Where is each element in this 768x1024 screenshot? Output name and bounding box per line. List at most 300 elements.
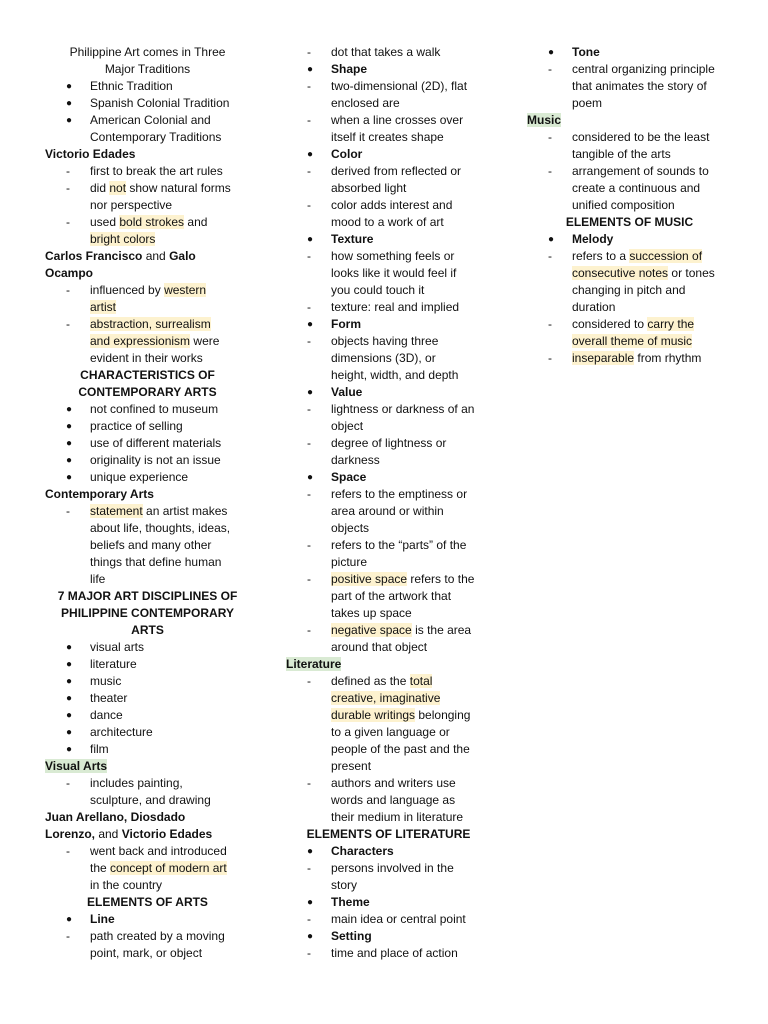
bullet-icon: ●	[66, 676, 73, 687]
text-span: beliefs and many other	[90, 538, 212, 552]
bullet-icon: ●	[307, 846, 314, 857]
continuation-line	[527, 180, 732, 197]
text-span: film	[90, 742, 109, 756]
text-span: refers to the emptiness or	[331, 487, 468, 501]
text-span: their medium in literature	[331, 810, 464, 824]
text-span: ARTS	[131, 623, 164, 637]
continuation-line	[527, 265, 732, 282]
bullet-icon: ●	[66, 710, 73, 721]
text-span: and	[95, 827, 122, 841]
dash-item	[286, 486, 491, 503]
dash-icon: -	[66, 317, 70, 331]
text-span: Theme	[331, 895, 370, 909]
column-2	[286, 44, 491, 962]
dash-icon: -	[66, 776, 70, 790]
text-span: sculpture, and drawing	[90, 793, 211, 807]
highlighted-text: Literature	[286, 657, 342, 671]
text-span: Major Traditions	[104, 62, 191, 76]
dash-icon: -	[66, 164, 70, 178]
dash-icon: -	[548, 62, 552, 76]
bullet-icon: ●	[66, 642, 73, 653]
bullet-icon: ●	[66, 693, 73, 704]
continuation-line	[286, 282, 491, 299]
highlighted-text: durable writings	[331, 708, 416, 722]
section-heading	[45, 588, 250, 605]
text-span: from rhythm	[634, 351, 702, 365]
text-span: arrangement of sounds to	[572, 164, 709, 178]
highlighted-text: positive space	[331, 572, 408, 586]
dash-item	[45, 316, 250, 333]
text-span: refers to the “parts” of the	[331, 538, 467, 552]
bullet-item	[45, 690, 250, 707]
dash-item	[45, 214, 250, 231]
text-span: used	[90, 215, 120, 229]
dash-icon: -	[307, 674, 311, 688]
continuation-line	[45, 350, 250, 367]
text-span: were	[190, 334, 220, 348]
text-span: Line	[90, 912, 115, 926]
text-span: persons involved in the	[331, 861, 454, 875]
section-heading	[286, 826, 491, 843]
text-span: tangible of the arts	[572, 147, 671, 161]
column-3	[527, 44, 732, 367]
continuation-line	[45, 877, 250, 894]
text-span: Contemporary Arts	[45, 487, 154, 501]
text-line	[45, 486, 250, 503]
centered-line	[45, 61, 250, 78]
dash-item	[286, 622, 491, 639]
continuation-line	[45, 792, 250, 809]
text-span: changing in pitch and	[572, 283, 686, 297]
bullet-item	[45, 452, 250, 469]
text-span: Spanish Colonial Tradition	[90, 96, 230, 110]
dash-item	[286, 537, 491, 554]
bullet-icon: ●	[66, 727, 73, 738]
text-span: Texture	[331, 232, 374, 246]
dash-icon: -	[548, 317, 552, 331]
dash-item	[527, 163, 732, 180]
text-span: Victorio Edades	[45, 147, 136, 161]
text-span: Value	[331, 385, 363, 399]
dash-icon: -	[66, 181, 70, 195]
text-span: Form	[331, 317, 361, 331]
text-span: color adds interest and	[331, 198, 453, 212]
continuation-line	[286, 367, 491, 384]
dash-item	[286, 945, 491, 962]
text-span: Juan Arellano, Diosdado	[45, 810, 186, 824]
section-heading	[45, 367, 250, 384]
text-span: Shape	[331, 62, 368, 76]
dash-icon: -	[307, 572, 311, 586]
text-span: to a given language or	[331, 725, 450, 739]
continuation-line	[45, 520, 250, 537]
highlighted-text: succession of	[629, 249, 703, 263]
text-span: literature	[90, 657, 137, 671]
continuation-line	[45, 554, 250, 571]
dash-item	[286, 163, 491, 180]
text-span: theater	[90, 691, 128, 705]
text-span: includes painting,	[90, 776, 183, 790]
continuation-line	[286, 707, 491, 724]
text-span: how something feels or	[331, 249, 455, 263]
text-span: considered to be the least	[572, 130, 710, 144]
bullet-icon: ●	[307, 149, 314, 160]
dash-icon: -	[548, 249, 552, 263]
dash-item	[286, 571, 491, 588]
text-span: unique experience	[90, 470, 189, 484]
text-span: ELEMENTS OF ARTS	[87, 895, 208, 909]
section-heading	[527, 214, 732, 231]
dash-icon: -	[66, 215, 70, 229]
continuation-line	[286, 554, 491, 571]
dash-icon: -	[307, 113, 311, 127]
highlighted-text: abstraction, surrealism	[90, 317, 211, 331]
bullet-icon: ●	[66, 115, 73, 126]
text-span: Ocampo	[45, 266, 94, 280]
text-span: music	[90, 674, 122, 688]
text-span: height, width, and depth	[331, 368, 459, 382]
bullet-icon: ●	[307, 472, 314, 483]
highlighted-text: Music	[527, 113, 562, 127]
text-span: originality is not an issue	[90, 453, 221, 467]
continuation-line	[45, 197, 250, 214]
highlighted-text: artist	[90, 300, 117, 314]
text-span: refers to a	[572, 249, 630, 263]
continuation-line	[286, 95, 491, 112]
text-span: create a continuous and	[572, 181, 701, 195]
dash-icon: -	[307, 776, 311, 790]
bullet-icon: ●	[66, 438, 73, 449]
text-span: object	[331, 419, 364, 433]
text-span: CHARACTERISTICS OF	[80, 368, 215, 382]
dash-item	[527, 248, 732, 265]
highlighted-text: and expressionism	[90, 334, 191, 348]
continuation-line	[286, 809, 491, 826]
continuation-line	[527, 197, 732, 214]
text-span: Contemporary Traditions	[90, 130, 222, 144]
text-span: did	[90, 181, 110, 195]
text-span: belonging	[415, 708, 471, 722]
bullet-icon: ●	[307, 897, 314, 908]
text-line	[286, 656, 491, 673]
dash-item	[286, 112, 491, 129]
bullet-item	[286, 843, 491, 860]
dash-item	[527, 316, 732, 333]
dash-item	[286, 299, 491, 316]
dash-icon: -	[307, 402, 311, 416]
text-span: picture	[331, 555, 368, 569]
text-span: life	[90, 572, 106, 586]
text-span: itself it creates shape	[331, 130, 444, 144]
dash-icon: -	[307, 164, 311, 178]
dash-icon: -	[307, 300, 311, 314]
text-span: path created by a moving	[90, 929, 225, 943]
text-span: mood to a work of art	[331, 215, 444, 229]
text-line	[45, 758, 250, 775]
text-line	[45, 809, 250, 826]
text-span: PHILIPPINE CONTEMPORARY	[61, 606, 234, 620]
text-span: objects	[331, 521, 370, 535]
bullet-icon: ●	[66, 472, 73, 483]
dash-item	[45, 282, 250, 299]
dash-item	[286, 401, 491, 418]
bullet-item	[45, 78, 250, 95]
dash-icon: -	[307, 538, 311, 552]
continuation-line	[286, 214, 491, 231]
continuation-line	[286, 758, 491, 775]
dash-item	[45, 928, 250, 945]
text-span: Galo	[169, 249, 196, 263]
dash-icon: -	[66, 504, 70, 518]
text-span: part of the artwork that	[331, 589, 452, 603]
bullet-item	[286, 231, 491, 248]
bullet-icon: ●	[66, 98, 73, 109]
text-line	[527, 112, 732, 129]
dash-item	[45, 180, 250, 197]
highlighted-text: western	[164, 283, 207, 297]
text-span: area around or within	[331, 504, 444, 518]
bullet-icon: ●	[307, 931, 314, 942]
dash-icon: -	[66, 929, 70, 943]
dash-icon: -	[307, 436, 311, 450]
text-span: architecture	[90, 725, 153, 739]
text-line	[45, 265, 250, 282]
continuation-line	[286, 452, 491, 469]
text-span: point, mark, or object	[90, 946, 203, 960]
dash-icon: -	[66, 844, 70, 858]
dash-item	[286, 248, 491, 265]
text-span: that animates the story of	[572, 79, 707, 93]
bullet-item	[286, 894, 491, 911]
continuation-line	[286, 639, 491, 656]
text-span: words and language as	[331, 793, 456, 807]
dash-item	[527, 129, 732, 146]
dash-icon: -	[548, 351, 552, 365]
highlighted-text: consecutive notes	[572, 266, 669, 280]
dash-item	[286, 78, 491, 95]
text-span: Lorenzo,	[45, 827, 95, 841]
bullet-icon: ●	[548, 47, 555, 58]
text-span: people of the past and the	[331, 742, 470, 756]
dash-icon: -	[307, 334, 311, 348]
text-span: or tones	[668, 266, 715, 280]
highlighted-text: overall theme of music	[572, 334, 693, 348]
bullet-item	[45, 639, 250, 656]
text-span: Carlos Francisco	[45, 249, 143, 263]
highlighted-text: carry the	[647, 317, 695, 331]
text-span: central organizing principle	[572, 62, 715, 76]
highlighted-text: Visual Arts	[45, 759, 108, 773]
text-span: story	[331, 878, 358, 892]
highlighted-text: negative space	[331, 623, 412, 637]
text-span: about life, thoughts, ideas,	[90, 521, 231, 535]
text-line	[45, 826, 250, 843]
bullet-icon: ●	[66, 744, 73, 755]
highlighted-text: statement	[90, 504, 143, 518]
text-span: present	[331, 759, 372, 773]
dash-item	[45, 775, 250, 792]
bullet-item	[527, 44, 732, 61]
highlighted-text: total	[409, 674, 433, 688]
text-span: Tone	[572, 45, 600, 59]
text-span: influenced by	[90, 283, 165, 297]
dash-item	[286, 775, 491, 792]
text-span: use of different materials	[90, 436, 222, 450]
text-span: Space	[331, 470, 367, 484]
text-span: degree of lightness or	[331, 436, 447, 450]
highlighted-text: bright colors	[90, 232, 156, 246]
bullet-item	[45, 656, 250, 673]
bullet-icon: ●	[66, 659, 73, 670]
continuation-line	[286, 724, 491, 741]
bullet-icon: ●	[66, 455, 73, 466]
dash-item	[286, 44, 491, 61]
bullet-item	[45, 401, 250, 418]
text-span: you could touch it	[331, 283, 425, 297]
text-span: Victorio Edades	[121, 827, 213, 841]
continuation-line	[45, 945, 250, 962]
text-span: darkness	[331, 453, 380, 467]
dash-item	[527, 350, 732, 367]
continuation-line	[527, 78, 732, 95]
dash-item	[286, 197, 491, 214]
bullet-item	[286, 384, 491, 401]
bullet-icon: ●	[307, 64, 314, 75]
bullet-item	[286, 928, 491, 945]
continuation-line	[286, 520, 491, 537]
bullet-icon: ●	[307, 387, 314, 398]
centered-line	[45, 44, 250, 61]
text-span: defined as the	[331, 674, 410, 688]
continuation-line	[286, 690, 491, 707]
dash-icon: -	[307, 79, 311, 93]
bullet-item	[45, 724, 250, 741]
text-span: Philippine Art comes in Three	[69, 45, 226, 59]
text-span: two-dimensional (2D), flat	[331, 79, 468, 93]
bullet-icon: ●	[66, 421, 73, 432]
continuation-line	[527, 299, 732, 316]
text-span: derived from reflected or	[331, 164, 462, 178]
text-span: visual arts	[90, 640, 145, 654]
text-span: Color	[331, 147, 363, 161]
text-span: poem	[572, 96, 603, 110]
bullet-item	[45, 418, 250, 435]
text-span: not confined to museum	[90, 402, 219, 416]
text-line	[45, 146, 250, 163]
continuation-line	[527, 95, 732, 112]
text-span: dot that takes a walk	[331, 45, 441, 59]
bullet-item	[527, 231, 732, 248]
continuation-line	[45, 571, 250, 588]
bullet-item	[45, 112, 250, 129]
text-span: things that define human	[90, 555, 222, 569]
continuation-line	[45, 333, 250, 350]
section-heading	[45, 605, 250, 622]
continuation-line	[45, 537, 250, 554]
continuation-line	[286, 265, 491, 282]
continuation-line	[286, 418, 491, 435]
text-span: Ethnic Tradition	[90, 79, 173, 93]
dash-item	[286, 860, 491, 877]
continuation-line	[286, 180, 491, 197]
dash-icon: -	[548, 130, 552, 144]
continuation-line	[45, 129, 250, 146]
continuation-line	[286, 129, 491, 146]
text-span: CONTEMPORARY ARTS	[78, 385, 217, 399]
highlighted-text: creative, imaginative	[331, 691, 441, 705]
highlighted-text: concept of modern art	[110, 861, 227, 875]
dash-item	[286, 673, 491, 690]
section-heading	[45, 384, 250, 401]
text-span: unified composition	[572, 198, 675, 212]
continuation-line	[286, 503, 491, 520]
text-span: considered to	[572, 317, 648, 331]
continuation-line	[45, 299, 250, 316]
highlighted-text: bold strokes	[119, 215, 185, 229]
text-span: time and place of action	[331, 946, 458, 960]
continuation-line	[286, 605, 491, 622]
section-heading	[45, 894, 250, 911]
text-span: dimensions (3D), or	[331, 351, 436, 365]
text-span: duration	[572, 300, 616, 314]
continuation-line	[286, 350, 491, 367]
text-span: nor perspective	[90, 198, 173, 212]
text-span: ELEMENTS OF MUSIC	[565, 215, 694, 229]
dash-icon: -	[307, 623, 311, 637]
bullet-item	[45, 707, 250, 724]
text-span: practice of selling	[90, 419, 183, 433]
text-span: authors and writers use	[331, 776, 456, 790]
text-span: lightness or darkness of an	[331, 402, 475, 416]
bullet-item	[45, 469, 250, 486]
text-span: enclosed are	[331, 96, 400, 110]
text-span: an artist makes	[142, 504, 228, 518]
continuation-line	[45, 860, 250, 877]
highlighted-text: inseparable	[572, 351, 635, 365]
dash-icon: -	[307, 912, 311, 926]
dash-icon: -	[307, 198, 311, 212]
continuation-line	[45, 231, 250, 248]
bullet-item	[286, 61, 491, 78]
dash-icon: -	[548, 164, 552, 178]
continuation-line	[286, 588, 491, 605]
dash-item	[45, 843, 250, 860]
bullet-item	[286, 316, 491, 333]
text-span: ELEMENTS OF LITERATURE	[306, 827, 471, 841]
text-span: and	[184, 215, 208, 229]
continuation-line	[286, 792, 491, 809]
highlighted-text: not	[109, 181, 127, 195]
bullet-item	[45, 911, 250, 928]
continuation-line	[286, 741, 491, 758]
bullet-item	[45, 95, 250, 112]
text-span: went back and introduced	[90, 844, 227, 858]
text-span: around that object	[331, 640, 428, 654]
text-span: texture: real and implied	[331, 300, 460, 314]
text-span: 7 MAJOR ART DISCIPLINES OF	[57, 589, 238, 603]
bullet-item	[286, 146, 491, 163]
text-span: dance	[90, 708, 123, 722]
bullet-icon: ●	[548, 234, 555, 245]
text-span: Characters	[331, 844, 394, 858]
dash-item	[45, 503, 250, 520]
bullet-icon: ●	[66, 914, 73, 925]
bullet-item	[45, 435, 250, 452]
dash-icon: -	[307, 45, 311, 59]
continuation-line	[527, 282, 732, 299]
text-span: takes up space	[331, 606, 412, 620]
bullet-item	[286, 469, 491, 486]
